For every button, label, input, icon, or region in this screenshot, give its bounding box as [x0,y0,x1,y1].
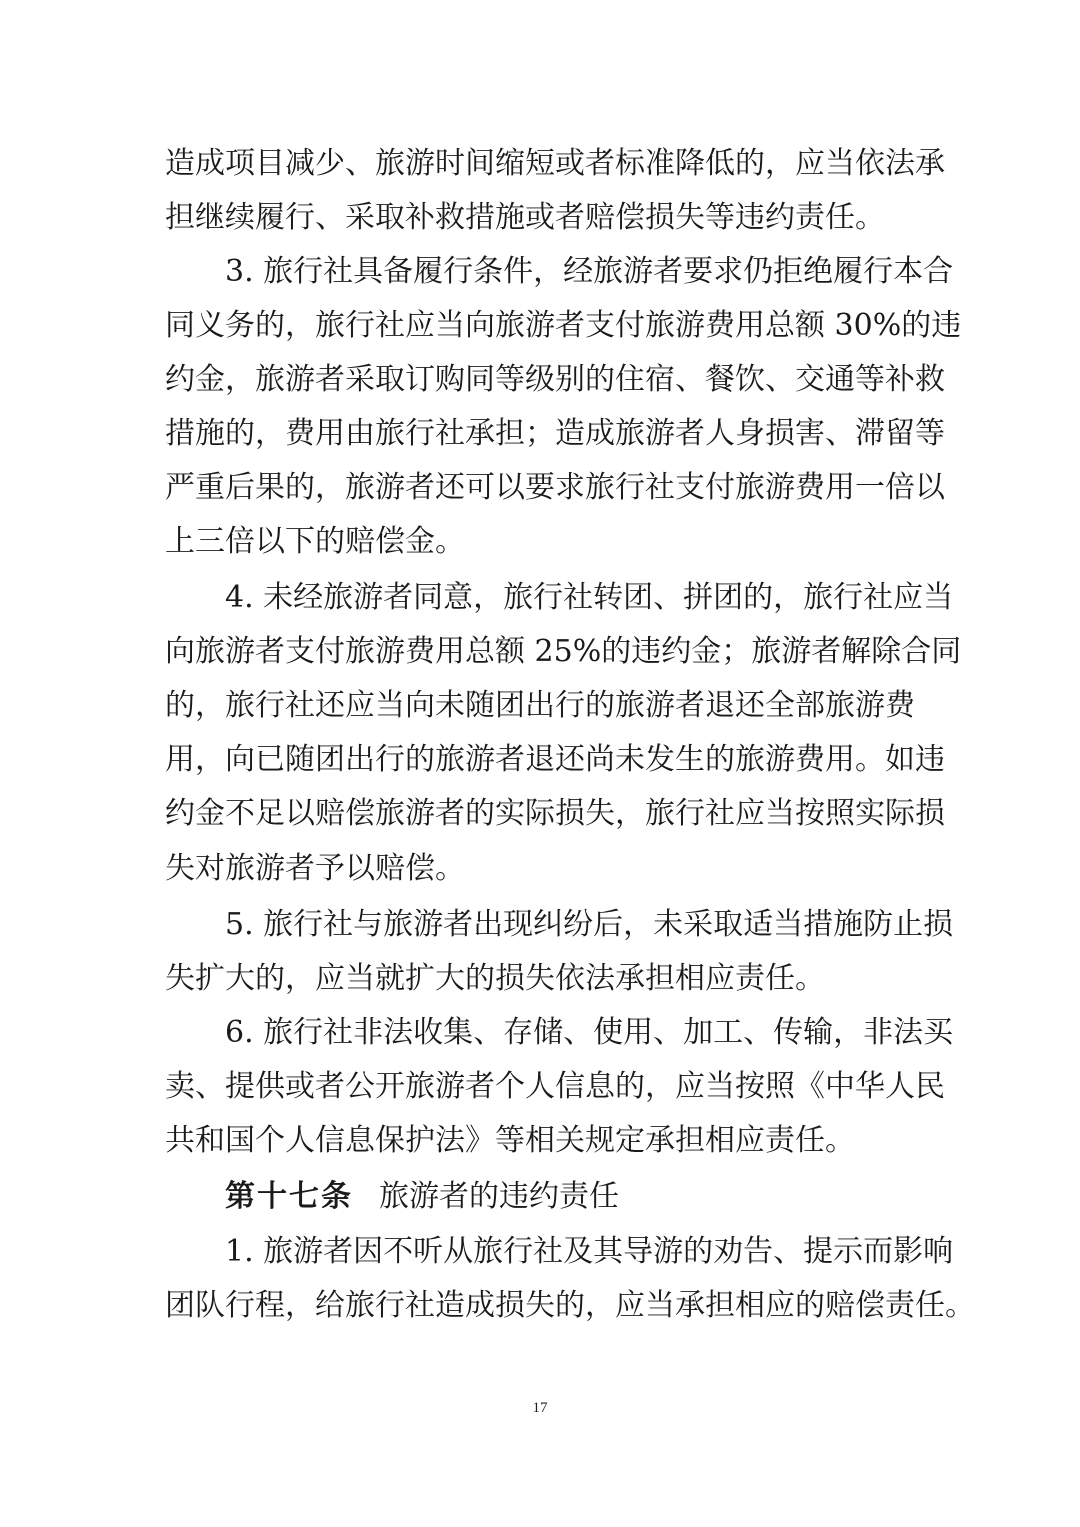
paragraph-line: 向旅游者支付旅游费用总额 25%的违约金；旅游者解除合同 [165,634,962,669]
paragraph-line: 团队行程，给旅行社造成损失的，应当承担相应的赔偿责任。 [165,1288,975,1323]
article-number: 第十七条 [225,1179,353,1214]
paragraph-line: 严重后果的，旅游者还可以要求旅行社支付旅游费用一倍以 [165,470,945,505]
paragraph-line: 1. 旅游者因不听从旅行社及其导游的劝告、提示而影响 [225,1234,954,1269]
paragraph-line: 造成项目减少、旅游时间缩短或者标准降低的，应当依法承 [165,146,945,181]
paragraph-line: 失对旅游者予以赔偿。 [165,851,465,886]
paragraph-line: 的，旅行社还应当向未随团出行的旅游者退还全部旅游费 [165,688,915,723]
paragraph-line: 3. 旅行社具备履行条件，经旅游者要求仍拒绝履行本合 [225,254,954,289]
page-number: 17 [532,1400,548,1416]
paragraph-line: 6. 旅行社非法收集、存储、使用、加工、传输，非法买 [225,1015,954,1050]
paragraph-line: 卖、提供或者公开旅游者个人信息的，应当按照《中华人民 [165,1069,945,1104]
paragraph-line: 担继续履行、采取补救措施或者赔偿损失等违约责任。 [165,200,885,235]
paragraph-line: 同义务的，旅行社应当向旅游者支付旅游费用总额 30%的违 [165,308,962,343]
article-title: 旅游者的违约责任 [379,1179,619,1214]
paragraph-line: 5. 旅行社与旅游者出现纠纷后，未采取适当措施防止损 [225,907,954,942]
paragraph-line: 措施的，费用由旅行社承担；造成旅游者人身损害、滞留等 [165,416,945,451]
paragraph-line: 上三倍以下的赔偿金。 [165,524,465,559]
paragraph-line: 用，向已随团出行的旅游者退还尚未发生的旅游费用。如违 [165,742,945,777]
paragraph-line: 共和国个人信息保护法》等相关规定承担相应责任。 [165,1123,855,1158]
paragraph-line: 4. 未经旅游者同意，旅行社转团、拼团的，旅行社应当 [225,580,954,615]
paragraph-line: 失扩大的，应当就扩大的损失依法承担相应责任。 [165,961,825,996]
paragraph-line: 约金，旅游者采取订购同等级别的住宿、餐饮、交通等补救 [165,362,945,397]
section-heading [225,1170,907,1224]
paragraph-line: 约金不足以赔偿旅游者的实际损失，旅行社应当按照实际损 [165,796,945,831]
